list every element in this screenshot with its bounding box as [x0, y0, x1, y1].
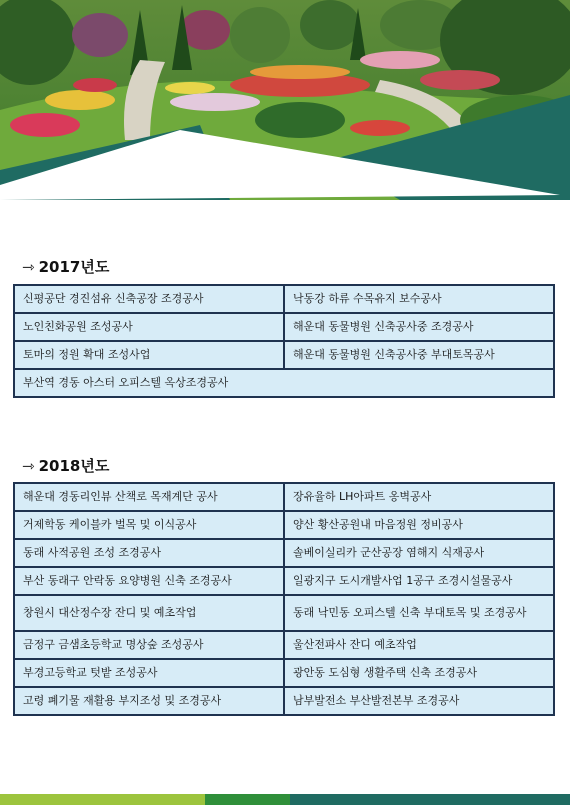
table-cell: 부경고등학교 텃밭 조성공사: [14, 659, 284, 687]
table-cell: 부산역 경동 아스터 오피스텔 옥상조경공사: [14, 369, 554, 397]
table-cell: 신평공단 경진섬유 신축공장 조경공사: [14, 285, 284, 313]
table-row: [14, 567, 554, 595]
footer-stripe-green: [205, 794, 290, 805]
table-cell: 솔베이실리카 군산공장 염해지 식재공사: [284, 539, 554, 567]
table-cell: 양산 황산공원내 마음정원 정비공사: [284, 511, 554, 539]
table-row: [14, 595, 554, 631]
table-row: [14, 511, 554, 539]
table-cell: 금정구 금샘초등학교 명상숲 조성공사: [14, 631, 284, 659]
table-cell: 동래 사적공원 조성 조경공사: [14, 539, 284, 567]
table-row: [14, 631, 554, 659]
table-cell: 고령 폐기물 재활용 부지조성 및 조경공사: [14, 687, 284, 715]
arrow-right-icon: ⇾: [22, 258, 35, 276]
table-cell: 토마의 정원 확대 조성사업: [14, 341, 284, 369]
table-row: [14, 539, 554, 567]
table-cell: 해운대 경동리인뷰 산책로 목재계단 공사: [14, 483, 284, 511]
page-title-text: 공사실적: [136, 159, 193, 175]
works-table-2017: [13, 284, 555, 398]
table-row: [14, 483, 554, 511]
table-cell: 남부발전소 부산발전본부 조경공사: [284, 687, 554, 715]
table-row: [14, 285, 554, 313]
year-label: 2017년도: [38, 258, 110, 276]
table-row: [14, 687, 554, 715]
works-table-2018: [13, 482, 555, 716]
table-cell: 울산전파사 잔디 예초작업: [284, 631, 554, 659]
year-heading-2017: [22, 256, 109, 277]
table-row: [14, 341, 554, 369]
year-label: 2018년도: [38, 457, 110, 475]
arrow-right-icon: ⇾: [120, 159, 133, 175]
footer-stripe-lime: [0, 794, 205, 805]
year-heading-2018: [22, 455, 109, 476]
table-cell: 노인친화공원 조성공사: [14, 313, 284, 341]
table-cell: 부산 동래구 안락동 요양병원 신축 조경공사: [14, 567, 284, 595]
hero-garden-image: [0, 0, 570, 200]
table-cell: 장유율하 LH아파트 옹벽공사: [284, 483, 554, 511]
table-cell: 일광지구 도시개발사업 1공구 조경시설물공사: [284, 567, 554, 595]
table-cell: 해운대 동물병원 신축공사중 조경공사: [284, 313, 554, 341]
table-cell: 낙동강 하류 수목유지 보수공사: [284, 285, 554, 313]
table-row: [14, 313, 554, 341]
table-row: [14, 659, 554, 687]
arrow-right-icon: ⇾: [22, 457, 35, 475]
page-title: [120, 156, 192, 176]
footer-stripe-teal: [290, 794, 570, 805]
table-cell: 해운대 동물병원 신축공사중 부대토목공사: [284, 341, 554, 369]
table-cell: 창원시 대산정수장 잔디 및 예초작업: [14, 595, 284, 631]
table-row: [14, 369, 554, 397]
table-cell: 거제학동 케이블카 벌목 및 이식공사: [14, 511, 284, 539]
table-cell: 동래 낙민동 오피스텔 신축 부대토목 및 조경공사: [284, 595, 554, 631]
table-cell: 광안동 도심형 생활주택 신축 조경공사: [284, 659, 554, 687]
